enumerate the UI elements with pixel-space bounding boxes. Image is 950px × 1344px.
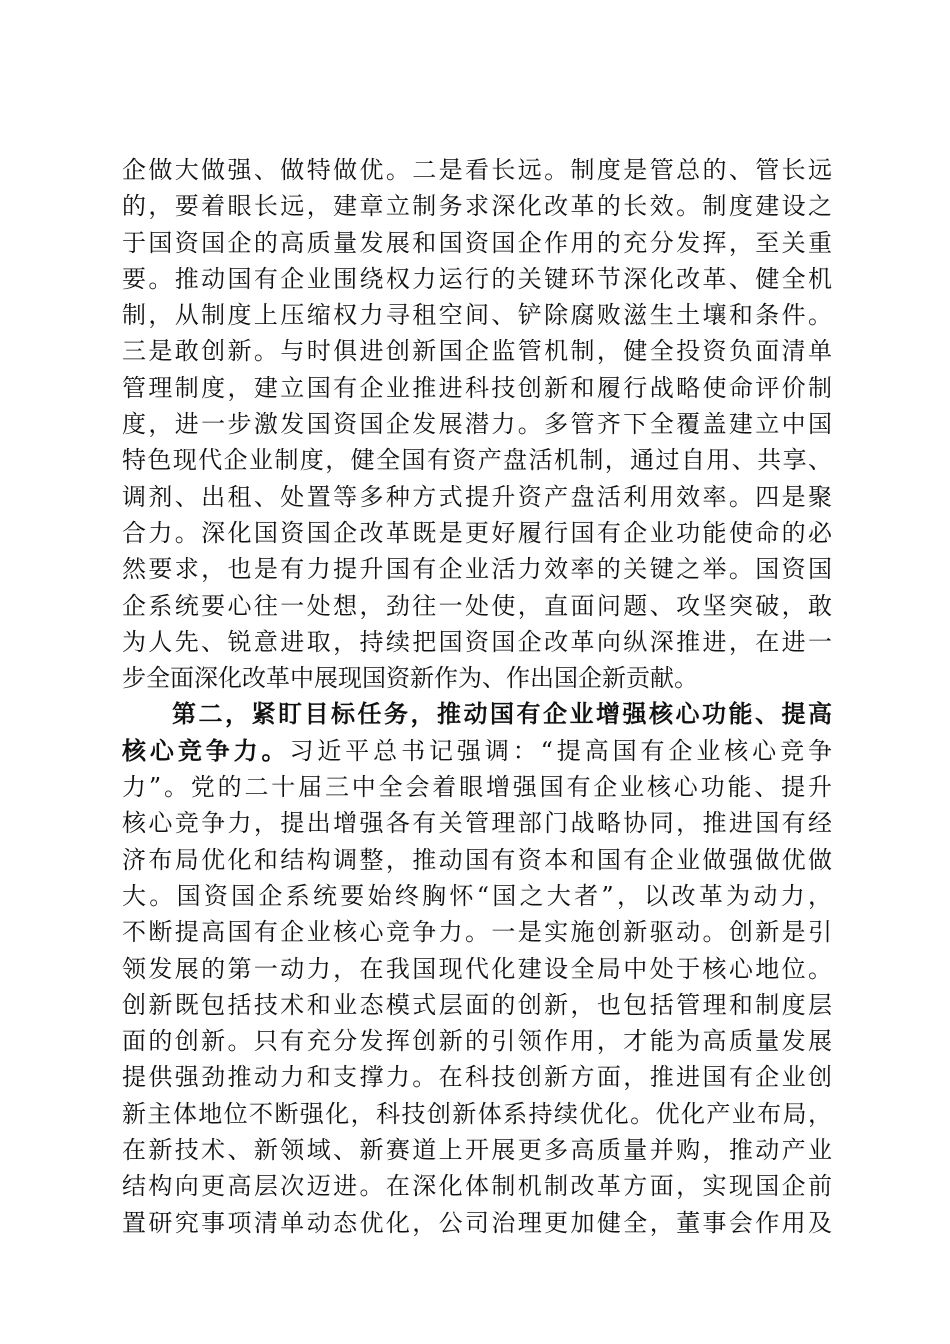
text-line: 为人先、锐意进取，持续把国资国企改革向纵深推进，在进一 [122, 627, 832, 656]
text-line: 制，从制度上压缩权力寻租空间、铲除腐败滋生土壤和条件。 [122, 301, 832, 330]
text-line: 大。国资国企系统要始终胸怀“国之大者”，以改革为动力， [122, 881, 832, 910]
text-line: 创新既包括技术和业态模式层面的创新，也包括管理和制度层 [122, 990, 832, 1019]
text-line [122, 733, 832, 769]
text-line: 新主体地位不断强化，科技创新体系持续优化。优化产业布局， [122, 1099, 832, 1128]
paragraph-2 [122, 696, 832, 1240]
text-line: 不断提高国有企业核心竞争力。一是实施创新驱动。创新是引 [122, 918, 832, 947]
text-line: 结构向更高层次迈进。在深化体制机制改革方面，实现国企前 [122, 1172, 832, 1201]
text-line: 管理制度，建立国有企业推进科技创新和履行战略使命评价制 [122, 373, 832, 402]
text-line: 力”。党的二十届三中全会着眼增强国有企业核心功能、提升 [122, 773, 832, 802]
text-line: 面的创新。只有充分发挥创新的引领作用，才能为高质量发展 [122, 1027, 832, 1056]
text-line: 的，要着眼长远，建章立制务求深化改革的长效。制度建设之 [122, 192, 832, 221]
text-line: 度，进一步激发国资国企发展潜力。多管齐下全覆盖建立中国 [122, 410, 832, 439]
text-line: 要。推动国有企业围绕权力运行的关键环节深化改革、健全机 [122, 264, 832, 293]
text-line: 提供强劲推动力和支撑力。在科技创新方面，推进国有企业创 [122, 1063, 832, 1092]
section-heading: 第二，紧盯目标任务，推动国有企业增强核心功能、提高 [172, 699, 832, 729]
text-line: 领发展的第一动力，在我国现代化建设全局中处于核心地位。 [122, 954, 832, 983]
text-line: 调剂、出租、处置等多种方式提升资产盘活利用效率。四是聚 [122, 482, 832, 511]
text-line: 合力。深化国资国企改革既是更好履行国有企业功能使命的必 [122, 518, 832, 547]
text-line: 在新技术、新领域、新赛道上开展更多高质量并购，推动产业 [122, 1136, 832, 1165]
text-line: 济布局优化和结构调整，推动国有资本和国有企业做强做优做 [122, 845, 832, 874]
text-line: 然要求，也是有力提升国有企业活力效率的关键之举。国资国 [122, 555, 832, 584]
document-body [122, 152, 832, 1241]
text-line: 三是敢创新。与时俱进创新国企监管机制，健全投资负面清单 [122, 337, 832, 366]
text-line: 核心竞争力，提出增强各有关管理部门战略协同，推进国有经 [122, 809, 832, 838]
text-line: 于国资国企的高质量发展和国资国企作用的充分发挥，至关重 [122, 228, 832, 257]
text-line: 企系统要心往一处想，劲往一处使，直面问题、攻坚突破，敢 [122, 591, 832, 620]
text-line: 特色现代企业制度，健全国有资产盘活机制，通过自用、共享、 [122, 446, 832, 475]
text-line: 置研究事项清单动态优化，公司治理更加健全，董事会作用及 [122, 1208, 832, 1237]
paragraph-1 [122, 152, 832, 696]
text-line: 企做大做强、做特做优。二是看长远。制度是管总的、管长远 [122, 156, 832, 184]
section-heading-end: 核心竞争力。 [122, 735, 290, 765]
text-span: 习近平总书记强调：“提高国有企业核心竞争 [289, 736, 832, 765]
text-line: 步全面深化改革中展现国资新作为、作出国企新贡献。 [122, 664, 698, 693]
